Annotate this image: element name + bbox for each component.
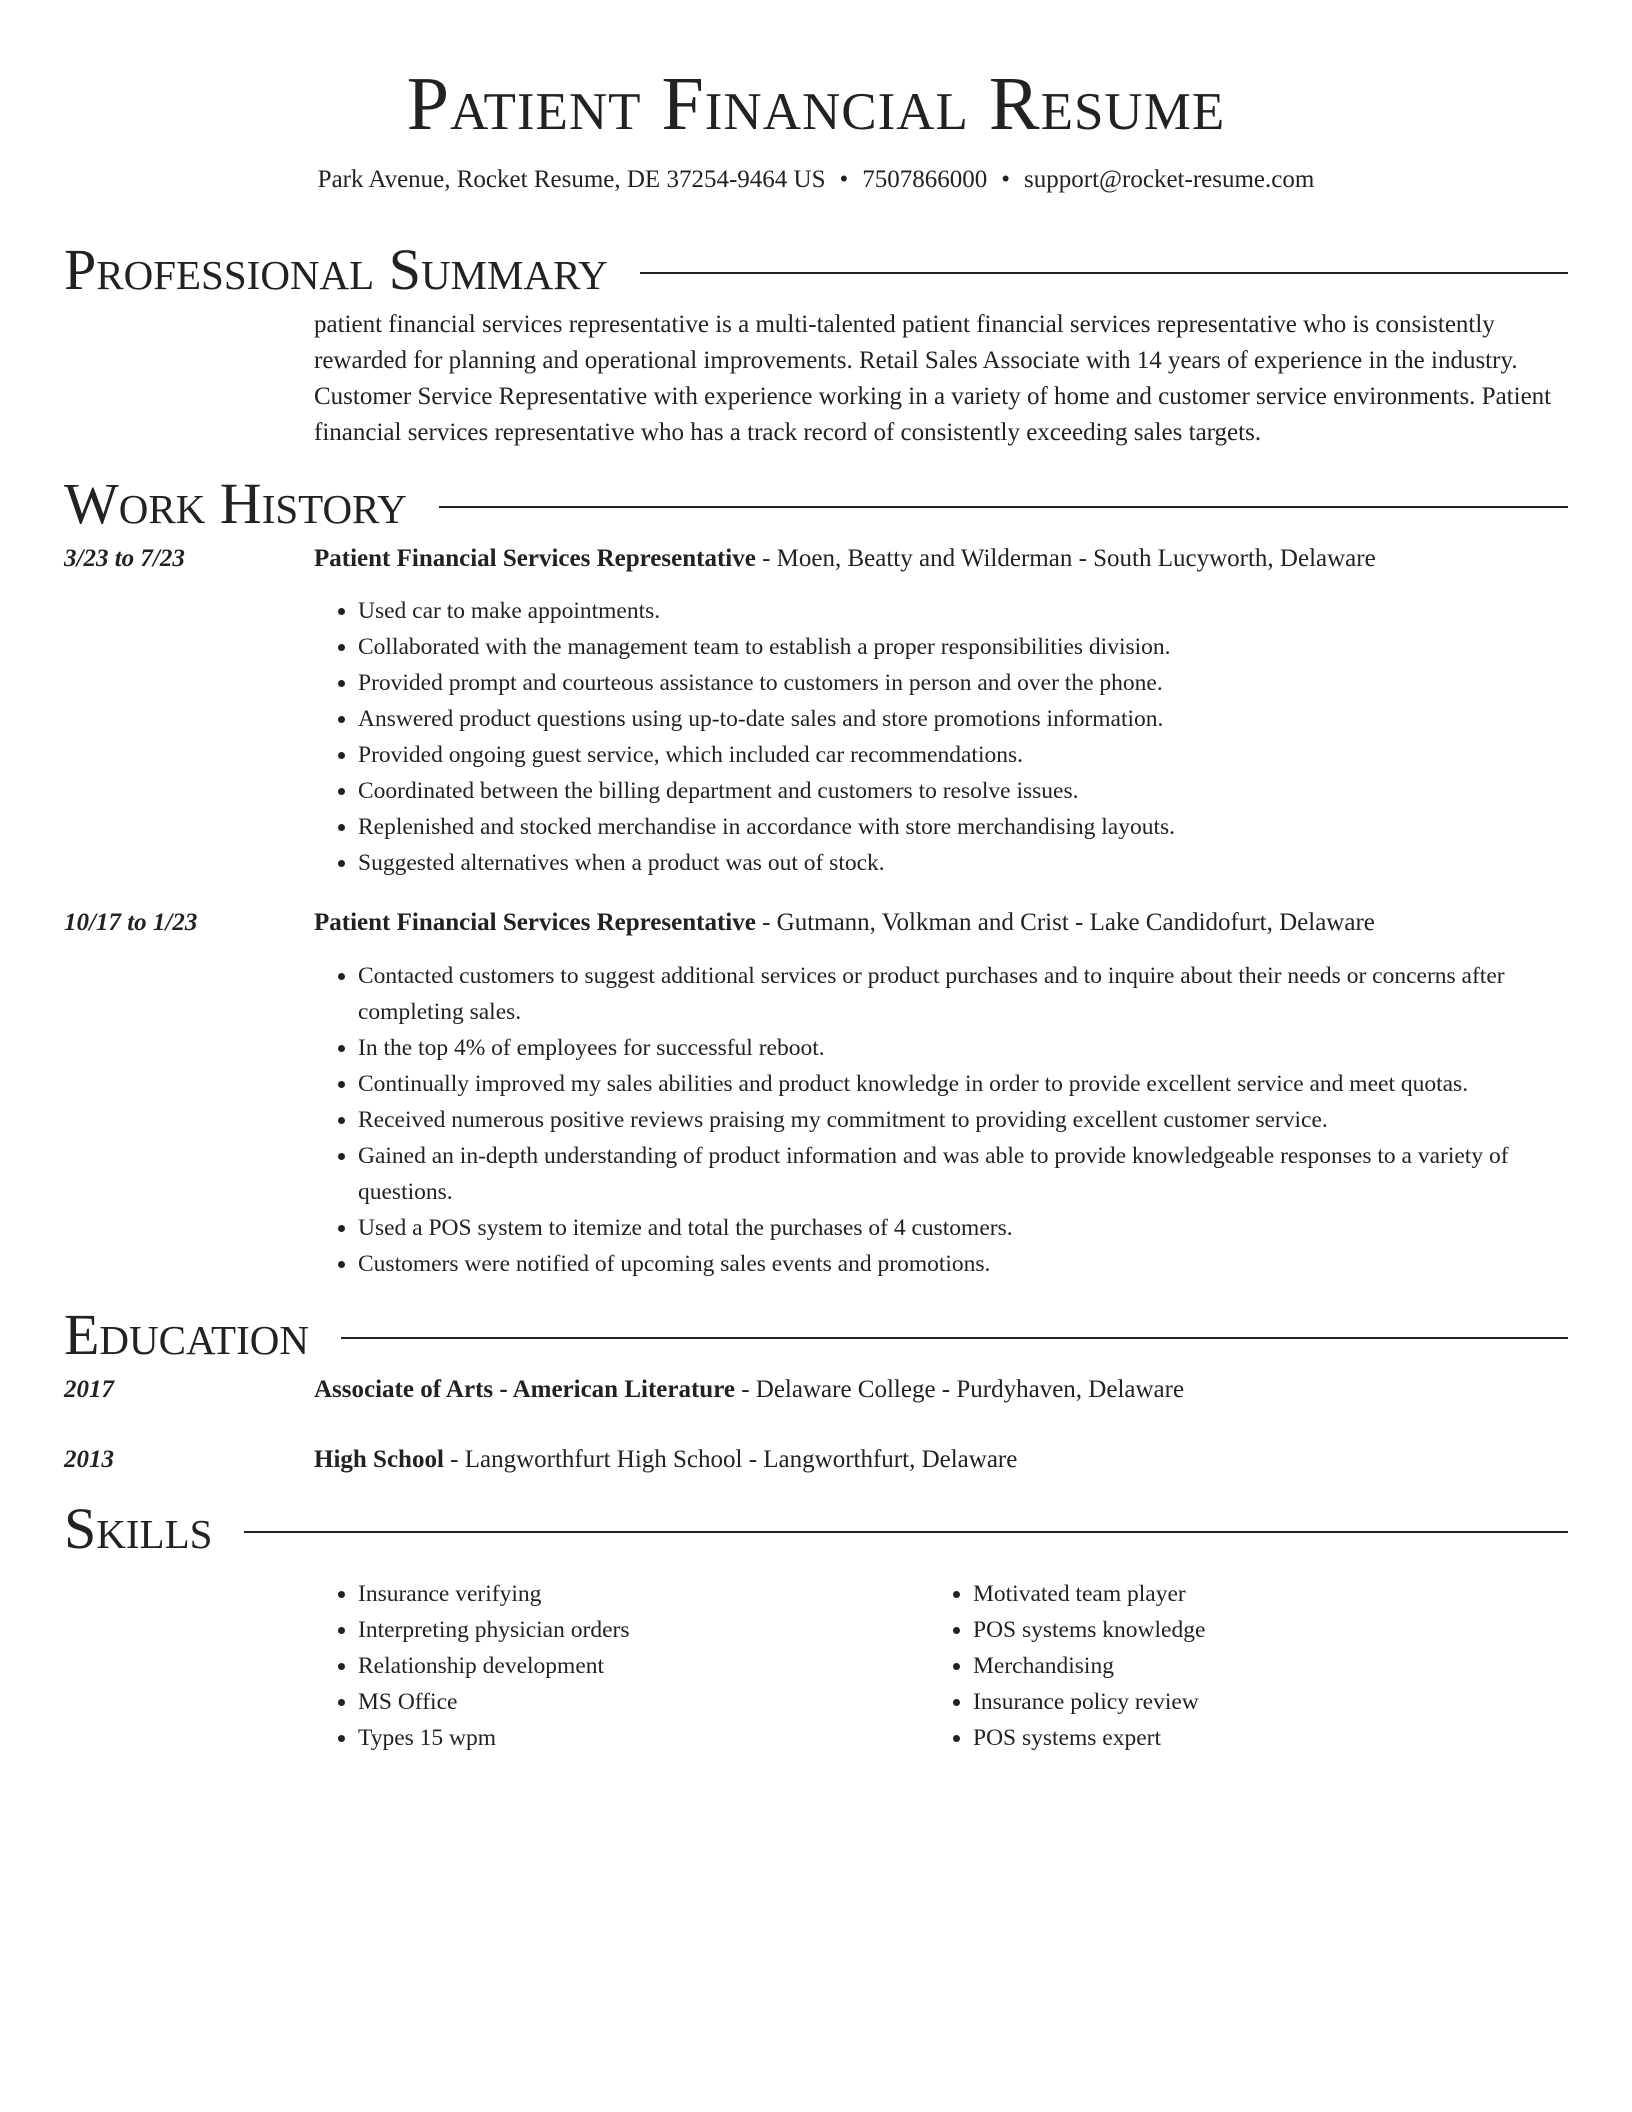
education-degree: Associate of Arts - American Literature xyxy=(314,1376,735,1403)
job-bullet: • Continually improved my sales abilities and product knowledge in order to provide excellent service and meet quotas. xyxy=(358,1066,1568,1102)
skills-column-right xyxy=(929,1576,1568,1756)
job-bullet: • Coordinated between the billing department and customers to resolve issues. xyxy=(358,773,1568,809)
education-year: 2013 xyxy=(64,1446,114,1473)
contact-separator: • xyxy=(839,166,849,193)
skills-column-left xyxy=(314,1576,929,1756)
skill-item: • Interpreting physician orders xyxy=(358,1612,929,1648)
contact-line xyxy=(64,165,1568,195)
job-title-line xyxy=(314,905,1568,941)
skills-body xyxy=(314,1562,1568,1756)
contact-email: support@rocket-resume.com xyxy=(1024,166,1315,193)
skill-item: • Motivated team player xyxy=(973,1576,1568,1612)
job-employer-location: - Moen, Beatty and Wilderman - South Lucyworth, Delaware xyxy=(755,545,1376,572)
job-bullet: • Contacted customers to suggest additional services or product purchases and to inquire about their needs or concerns after completing sales. xyxy=(358,958,1568,1030)
job-body xyxy=(314,905,1568,1282)
job-bullet: • Customers were notified of upcoming sales events and promotions. xyxy=(358,1246,1568,1282)
job-employer-location: - Gutmann, Volkman and Crist - Lake Candidofurt, Delaware xyxy=(755,909,1375,936)
job-bullet: • Collaborated with the management team to establish a proper responsibilities division. xyxy=(358,629,1568,665)
skills-heading: Skills xyxy=(64,1496,213,1561)
skills-section-header xyxy=(64,1496,1568,1562)
job-bullet: • Gained an in-depth understanding of product information and was able to provide knowledgeable responses to a variety of questions. xyxy=(358,1138,1568,1210)
contact-separator: • xyxy=(1001,166,1011,193)
skills-row xyxy=(64,1562,1568,1756)
summary-section-header xyxy=(64,237,1568,303)
job-bullet: • In the top 4% of employees for successful reboot. xyxy=(358,1030,1568,1066)
job-title-line xyxy=(314,541,1568,577)
job-bullet: • Provided ongoing guest service, which included car recommendations. xyxy=(358,737,1568,773)
education-entry xyxy=(64,1372,1568,1408)
job-bullet: • Received numerous positive reviews praising my commitment to providing excellent customer service. xyxy=(358,1102,1568,1138)
skills-list xyxy=(929,1576,1568,1756)
job-entry xyxy=(64,541,1568,881)
job-bullet-list xyxy=(314,593,1568,881)
job-bullet: • Used car to make appointments. xyxy=(358,593,1568,629)
education-line xyxy=(314,1372,1568,1408)
skill-item: • POS systems knowledge xyxy=(973,1612,1568,1648)
skills-columns xyxy=(314,1576,1568,1756)
education-heading: Education xyxy=(64,1302,309,1367)
section-divider xyxy=(341,1337,1568,1339)
skill-item: • MS Office xyxy=(358,1684,929,1720)
skill-item: • Relationship development xyxy=(358,1648,929,1684)
section-divider xyxy=(439,506,1568,508)
job-bullet: • Replenished and stocked merchandise in accordance with store merchandising layouts. xyxy=(358,809,1568,845)
summary-heading: Professional Summary xyxy=(64,237,608,302)
education-entry xyxy=(64,1442,1568,1478)
job-bullet: • Suggested alternatives when a product was out of stock. xyxy=(358,845,1568,881)
education-line xyxy=(314,1442,1568,1478)
job-bullet: • Provided prompt and courteous assistance to customers in person and over the phone. xyxy=(358,665,1568,701)
job-title: Patient Financial Services Representative xyxy=(314,545,756,572)
section-divider xyxy=(640,272,1568,274)
education-degree: High School xyxy=(314,1446,444,1473)
job-bullet: • Used a POS system to itemize and total the purchases of 4 customers. xyxy=(358,1210,1568,1246)
job-bullet: • Answered product questions using up-to-date sales and store promotions information. xyxy=(358,701,1568,737)
work-history-heading: Work History xyxy=(64,471,407,536)
skill-item: • POS systems expert xyxy=(973,1720,1568,1756)
education-school-location: - Delaware College - Purdyhaven, Delaware xyxy=(734,1376,1185,1403)
education-year: 2017 xyxy=(64,1376,114,1403)
skill-item: • Types 15 wpm xyxy=(358,1720,929,1756)
job-dates: 3/23 to 7/23 xyxy=(64,545,185,572)
summary-spacer xyxy=(64,303,314,451)
work-history-section-header xyxy=(64,471,1568,537)
contact-address: Park Avenue, Rocket Resume, DE 37254-9464 US xyxy=(317,166,826,193)
job-dates: 10/17 to 1/23 xyxy=(64,909,198,936)
education-section-header xyxy=(64,1302,1568,1368)
skills-spacer xyxy=(64,1562,314,1756)
section-divider xyxy=(244,1531,1568,1533)
contact-phone: 7507866000 xyxy=(862,166,988,193)
summary-text: patient financial services representative is a multi-talented patient financial services representative who is consistently rewarded for planning and operational improvements. Retail Sales Associate with 14 years of experience in the industry. Customer Service Representative with experience working in a variety of home and customer service environments. Patient financial services representative who has a track record of consistently exceeding sales targets. xyxy=(314,311,1552,446)
summary-row xyxy=(64,303,1568,451)
job-entry xyxy=(64,905,1568,1282)
skill-item: • Insurance verifying xyxy=(358,1576,929,1612)
skills-list xyxy=(314,1576,929,1756)
job-bullet-list xyxy=(314,958,1568,1282)
skill-item: • Merchandising xyxy=(973,1648,1568,1684)
job-body xyxy=(314,541,1568,881)
resume-title: Patient Financial Resume xyxy=(406,62,1226,146)
skill-item: • Insurance policy review xyxy=(973,1684,1568,1720)
education-school-location: - Langworthfurt High School - Langworthfurt, Delaware xyxy=(443,1446,1018,1473)
job-title: Patient Financial Services Representative xyxy=(314,909,756,936)
